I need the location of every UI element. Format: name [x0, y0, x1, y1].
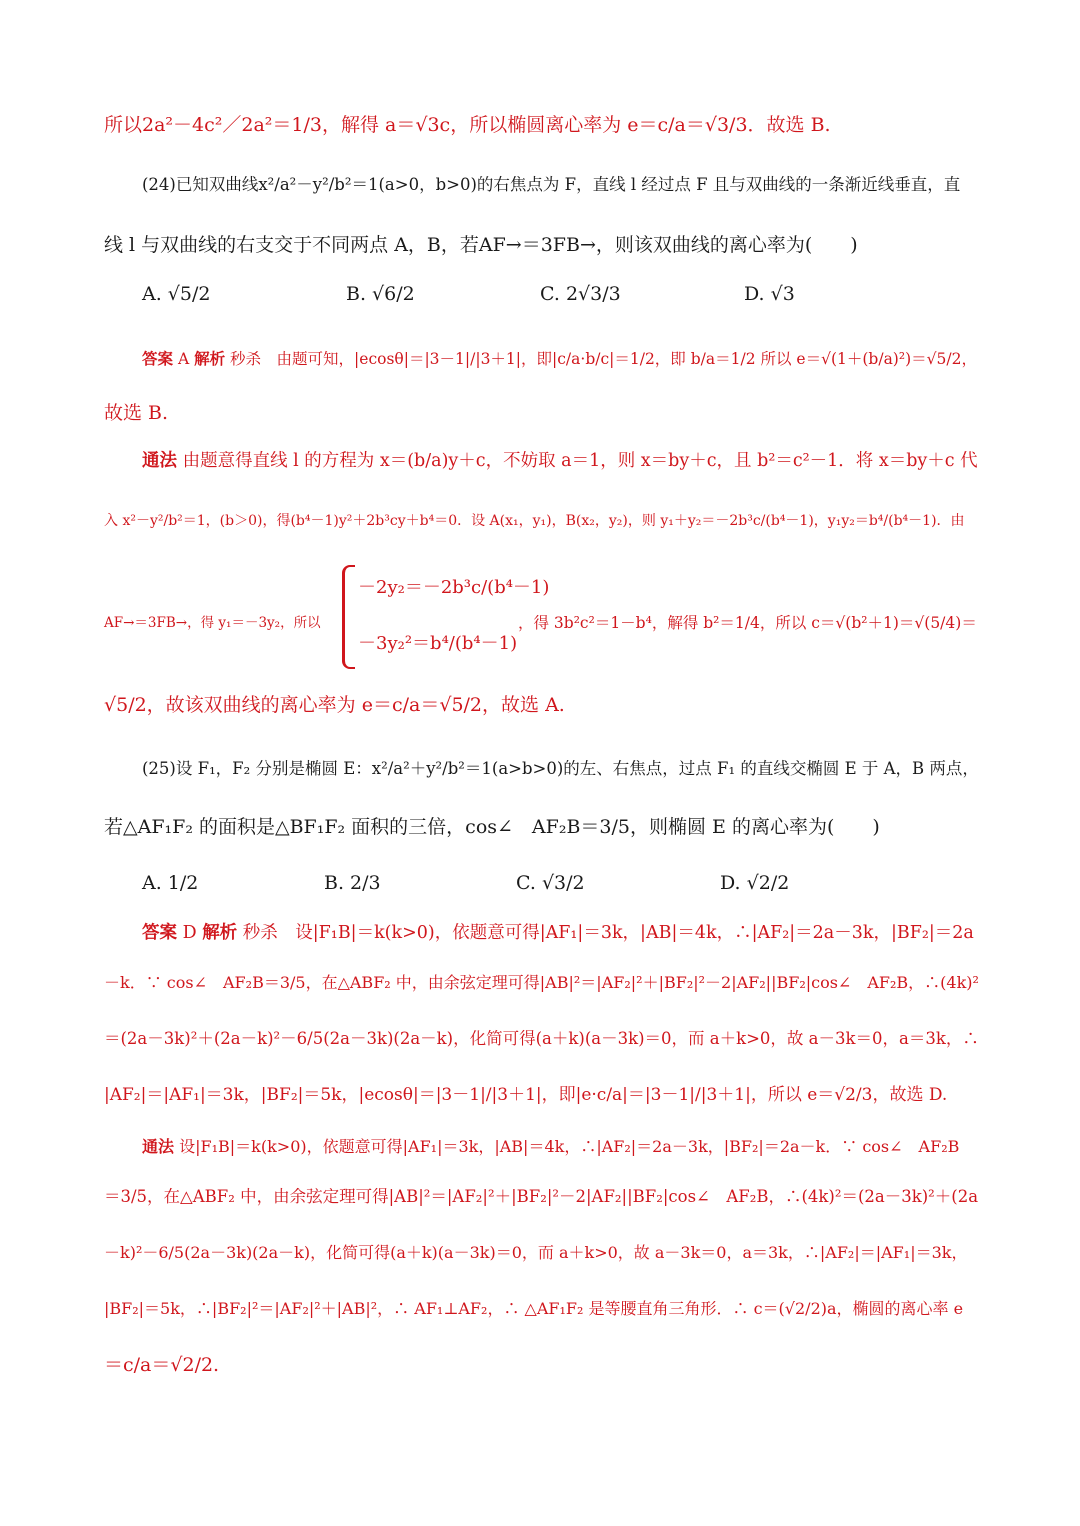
option-25-a: A. 1/2	[142, 872, 199, 894]
system-row-1: －2y₂＝－2b³c/(b⁴－1)	[358, 577, 550, 598]
answer-label: 答案	[142, 349, 174, 368]
option-25-c: C. √3/2	[516, 872, 585, 894]
question-25-line-2: 若△AF₁F₂ 的面积是△BF₁F₂ 面积的三倍，cos∠ AF₂B＝3/5，则椭圆 E 的离心率为( )	[104, 816, 880, 838]
analysis-label: 解析	[194, 349, 226, 368]
answer-25-text: 秒杀 设|F₁B|＝k(k>0)，依题意可得|AF₁|＝3k，|AB|＝4k，∴|AF₂|＝2a－3k，|BF₂|＝2a	[242, 923, 974, 943]
question-25-line-1: (25)设 F₁，F₂ 分别是椭圆 E：x²/a²＋y²/b²＝1(a>b>0)的左、右焦点，过点 F₁ 的直线交椭圆 E 于 A，B 两点，	[142, 759, 979, 778]
system-row-2: －3y₂²＝b⁴/(b⁴－1)	[358, 633, 518, 654]
answer-25-line-2: －k．∵ cos∠ AF₂B＝3/5，在△ABF₂ 中，由余弦定理可得|AB|²＝|AF₂|²＋|BF₂|²－2|AF₂||BF₂|cos∠ AF₂B，∴(4k)²	[104, 973, 979, 992]
answer-25-line-4: |AF₂|＝|AF₁|＝3k，|BF₂|＝5k，|ecosθ|＝|3－1|/|3＋1|，即|e·c/a|＝|3－1|/|3＋1|，所以 e＝√2/3，故选 D.	[104, 1085, 948, 1105]
question-25-options	[0, 862, 1080, 912]
general-method-label: 通法	[142, 451, 177, 471]
general-method-24-line-4: √5/2，故该双曲线的离心率为 e＝c/a＝√5/2，故选 A.	[104, 694, 565, 716]
general-method-24-line-1	[142, 448, 980, 474]
general-method-25-line-2: ＝3/5，在△ABF₂ 中，由余弦定理可得|AB|²＝|AF₂|²＋|BF₂|²－2|AF₂||BF₂|cos∠ AF₂B，∴(4k)²＝(2a－3k)²＋(2a	[104, 1187, 979, 1206]
option-24-d: D. √3	[744, 283, 795, 305]
left-brace	[342, 565, 355, 669]
general-method-24-line-3a: AF→＝3FB→，得 y₁＝－3y₂，所以	[104, 615, 321, 631]
general-method-24-line-3b: ，得 3b²c²＝1－b⁴，解得 b²＝1/4，所以 c＝√(b²＋1)＝√(5/4)＝	[518, 614, 977, 632]
question-24-options	[0, 278, 1080, 328]
option-25-b: B. 2/3	[324, 872, 381, 894]
solution-line-prev: 所以2a²－4c²／2a²＝1/3，解得 a＝√3c，所以椭圆离心率为 e＝c/a＝√3/3．故选 B.	[104, 114, 831, 136]
answer-24-line-1	[142, 346, 980, 372]
general-method-label: 通法	[142, 1137, 175, 1156]
answer-25-line-3: ＝(2a－3k)²＋(2a－k)²－6/5(2a－3k)(2a－k)，化简可得(a＋k)(a－3k)＝0，而 a＋k>0，故 a－3k＝0，a＝3k，∴	[104, 1029, 979, 1048]
general-method-25-line-3: －k)²－6/5(2a－3k)(2a－k)，化简可得(a＋k)(a－3k)＝0，而 a＋k>0，故 a－3k＝0，a＝3k，∴|AF₂|＝|AF₁|＝3k，	[104, 1243, 968, 1262]
answer-24-text: 秒杀 由题可知，|ecosθ|＝|3－1|/|3＋1|，即|c/a·b/c|＝1/2，即 b/a＝1/2 所以 e＝√(1＋(b/a)²)＝√5/2，	[230, 350, 977, 368]
answer-25-line-1	[142, 920, 980, 946]
answer-24-line-2: 故选 B.	[104, 402, 169, 424]
option-25-d: D. √2/2	[720, 872, 790, 894]
option-24-c: C. 2√3/3	[540, 283, 621, 305]
general-method-25-text: 设|F₁B|＝k(k>0)，依题意可得|AF₁|＝3k，|AB|＝4k，∴|AF₂|＝2a－3k，|BF₂|＝2a－k．∵ cos∠ AF₂B	[179, 1137, 960, 1156]
question-24-line-2: 线 l 与双曲线的右支交于不同两点 A，B，若AF→＝3FB→，则该双曲线的离心率为( )	[104, 234, 858, 256]
general-method-25-line-4: |BF₂|＝5k，∴|BF₂|²＝|AF₂|²＋|AB|²，∴ AF₁⊥AF₂，∴ △AF₁F₂ 是等腰直角三角形．∴ c＝(√2/2)a，椭圆的离心率 e	[104, 1299, 964, 1318]
question-24-line-1: (24)已知双曲线x²/a²－y²/b²＝1(a>0，b>0)的右焦点为 F，直线 l 经过点 F 且与双曲线的一条渐近线垂直，直	[142, 175, 961, 194]
general-method-24-text: 由题意得直线 l 的方程为 x＝(b/a)y＋c，不妨取 a＝1，则 x＝by＋c，且 b²＝c²－1．将 x＝by＋c 代	[182, 451, 978, 471]
equation-system	[330, 565, 550, 669]
general-method-24-line-2: 入 x²－y²/b²＝1，(b＞0)，得(b⁴－1)y²＋2b³cy＋b⁴＝0．设 A(x₁，y₁)，B(x₂，y₂)，则 y₁＋y₂＝－2b³c/(b⁴－1)，y₁y₂＝b⁴/(b⁴－1)．由	[104, 513, 965, 529]
answer-label: 答案	[142, 923, 177, 943]
option-24-a: A. √5/2	[142, 283, 211, 305]
answer-letter: A	[177, 350, 190, 368]
general-method-25-line-5: ＝c/a＝√2/2.	[104, 1354, 220, 1376]
option-24-b: B. √6/2	[346, 283, 415, 305]
general-method-25-line-1	[142, 1134, 980, 1160]
analysis-label: 解析	[202, 923, 238, 943]
answer-letter: D	[182, 923, 197, 943]
